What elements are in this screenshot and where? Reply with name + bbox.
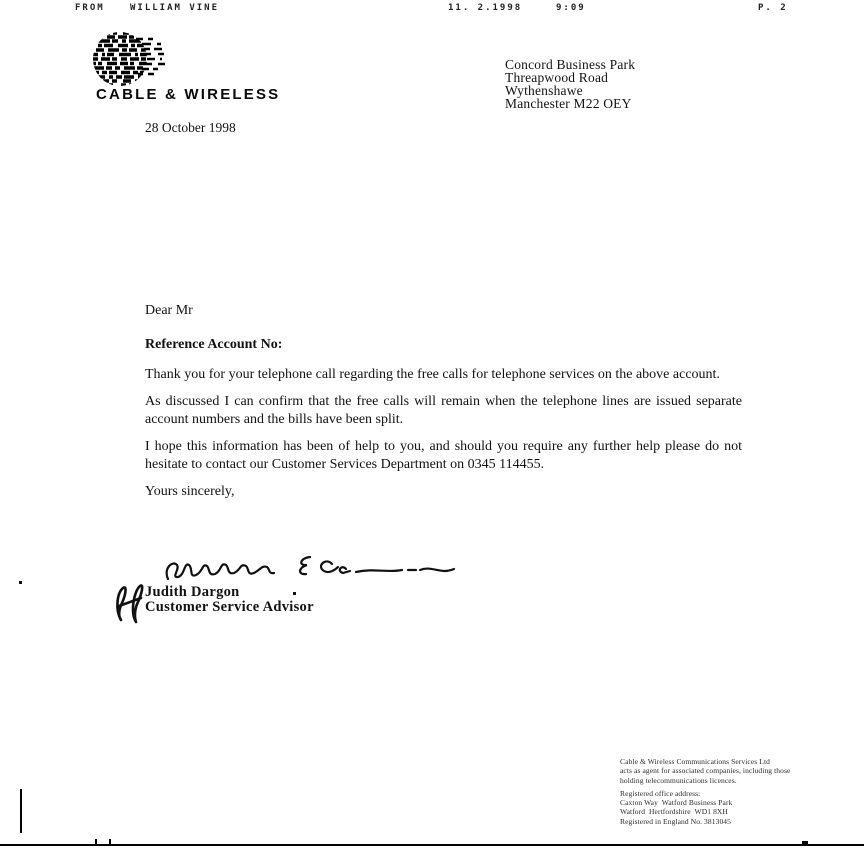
fax-date: 11. 2.1998 xyxy=(448,3,523,13)
registered-office-small-print xyxy=(620,757,858,826)
small-print-line: holding telecommunications licences. xyxy=(620,775,737,785)
address-line: Manchester M22 OEY xyxy=(505,96,632,111)
fax-sender-name: WILLIAM VINE xyxy=(130,3,220,13)
small-print-line: Registered office address: xyxy=(620,788,701,798)
letter-date: 28 October 1998 xyxy=(145,120,236,135)
closing-line: Yours sincerely, xyxy=(145,484,235,499)
signatory-block xyxy=(145,585,314,615)
scan-speck xyxy=(19,581,22,584)
small-print-line: Registered in England No. 3813045 xyxy=(620,816,731,826)
rule-tick-mark xyxy=(95,839,97,845)
salutation: Dear Mr xyxy=(145,303,193,318)
brand-wordmark: CABLE & WIRELESS xyxy=(96,86,281,103)
reference-line: Reference Account No: xyxy=(145,337,283,352)
paragraph-2: As discussed I can confirm that the free calls will remain when the telephone lines are issued separate account numbers and the bills have been split. xyxy=(145,394,742,427)
fax-time: 9:09 xyxy=(556,3,586,13)
small-print-line: Caxton Way Watford Business Park xyxy=(620,798,733,808)
address-line: Threapwood Road xyxy=(505,70,609,85)
scan-speck xyxy=(293,592,296,595)
paragraph-1: Thank you for your telephone call regarding the free calls for telephone services on the above account. xyxy=(145,367,720,382)
rule-ink-blob xyxy=(802,841,808,845)
address-line: Concord Business Park xyxy=(505,57,636,72)
letter-body xyxy=(145,302,742,501)
signatory-name: Judith Dargon xyxy=(145,584,240,600)
address-line: Wythenshawe xyxy=(505,83,583,98)
fax-page-number: P. 2 xyxy=(758,3,788,13)
signatory-title: Customer Service Advisor xyxy=(145,599,314,615)
letterhead-address xyxy=(505,58,635,110)
rule-tick-mark xyxy=(109,839,111,845)
scan-vertical-line-artifact xyxy=(20,789,22,833)
page-bottom-rule xyxy=(0,844,864,846)
fax-from-label: FROM xyxy=(75,3,105,13)
small-print-line: acts as agent for associated companies, including those xyxy=(620,766,791,776)
paragraph-3: I hope this information has been of help to you, and should you require any further help please do not hesitate to contact our Customer Services Department on 0345 114455. xyxy=(145,439,742,472)
small-print-line: Watford Hertfordshire WD1 8XH xyxy=(620,807,728,817)
small-print-line: Cable & Wireless Communications Services Ltd xyxy=(620,757,770,766)
